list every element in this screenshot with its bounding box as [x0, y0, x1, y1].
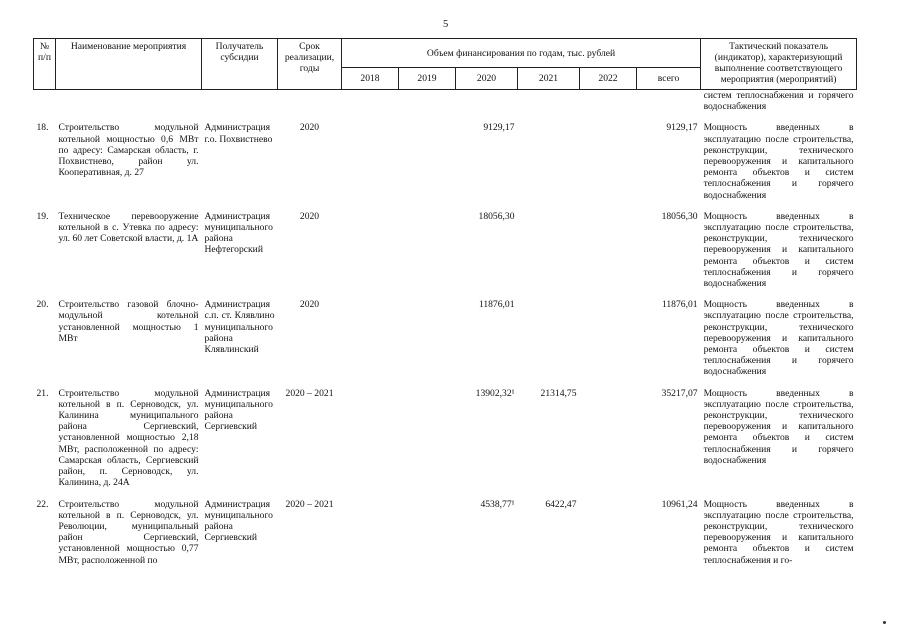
row-indicator: Мощность введенных в эксплуатацию после строительства, реконструкции, технического перевооружения и капитального ремонта объектов и систем теплоснабжения и горячего водоснабжения — [703, 122, 854, 201]
row-period: 2020 — [299, 299, 320, 311]
row-2019 — [399, 388, 456, 489]
header-year-2020: 2020 — [456, 68, 518, 90]
table-row — [34, 211, 857, 289]
row-period: 2020 – 2021 — [285, 387, 334, 399]
continuation-row — [34, 90, 857, 113]
row-indicator: Мощность введенных в эксплуатацию после строительства, реконструкции, технического перевооружения и капитального ремонта объектов и систем теплоснабжения и горячего водоснабжения — [703, 299, 854, 378]
header-recipient: Получатель субсидии — [202, 39, 278, 90]
row-recipient: Администрация муниципального района Сергиевский — [204, 498, 273, 544]
row-period: 2020 – 2021 — [285, 498, 334, 510]
row-period: 2020 — [299, 210, 320, 222]
row-2019 — [399, 299, 456, 377]
row-2020: 9129,17 — [483, 122, 515, 134]
row-period: 2020 — [299, 122, 320, 134]
row-2021: 21314,75 — [540, 387, 577, 399]
row-name: Строительство газовой блочно-модульной котельной установленной мощностью 1 МВт — [58, 299, 199, 344]
row-name: Техническое перевооружение котельной в с. Утевка по адресу: ул. 60 лет Советской власти, д. 1А — [58, 210, 199, 245]
row-2022 — [580, 388, 637, 489]
row-name: Строительство модульной котельной в п. Серноводск, ул. Калинина муниципального района Сергиевский, установленной мощностью 2,18 МВт, расположенной по адресу: Самарская область, Сергиевский район, п. Серноводск, ул. Калинина, д. 24А — [58, 387, 199, 489]
table-row — [34, 299, 857, 377]
row-2021 — [518, 211, 580, 289]
continuation-text: систем теплоснабжения и горячего водоснабжения — [703, 90, 854, 113]
table-row — [34, 499, 857, 566]
page-number: 5 — [443, 19, 449, 30]
row-name: Строительство модульной котельной мощностью 0,6 МВт по адресу: Самарская область, г. Похвистнево, район ул. Кооперативная, д. 27 — [58, 122, 199, 179]
row-indicator: Мощность введенных в эксплуатацию после строительства, реконструкции, технического перевооружения и капитального ремонта объектов и систем теплоснабжения и го- — [703, 498, 854, 566]
row-2020: 4538,77¹ — [480, 498, 515, 510]
header-year-2021: 2021 — [518, 68, 580, 90]
scan-speck — [883, 621, 886, 624]
row-2019 — [399, 122, 456, 200]
row-num: 20. — [36, 299, 49, 311]
row-recipient: Администрация муниципального района Сергиевский — [204, 387, 273, 433]
row-indicator: Мощность введенных в эксплуатацию после строительства, реконструкции, технического перевооружения и капитального ремонта объектов и систем теплоснабжения и горячего водоснабжения — [703, 210, 854, 290]
header-year-2022: 2022 — [580, 68, 637, 90]
row-2022 — [580, 211, 637, 289]
row-2018 — [342, 122, 399, 200]
row-num: 22. — [36, 498, 49, 510]
row-num: 18. — [36, 122, 49, 134]
row-total: 35217,07 — [661, 387, 698, 399]
row-2018 — [342, 499, 399, 566]
row-name: Строительство модульной котельной в п. Серноводск, ул. Революции, муниципальный район Сергиевский, установленной мощностью 0,77 МВт, расположенной по — [58, 498, 199, 566]
program-table — [33, 38, 857, 566]
row-2020: 11876,01 — [478, 299, 515, 311]
row-recipient: Администрация с.п. ст. Клявлино муниципального района Клявлинский — [204, 299, 275, 356]
header-total: всего — [637, 68, 701, 90]
row-2022 — [580, 122, 637, 200]
row-total: 18056,30 — [661, 210, 698, 222]
row-2020: 18056,30 — [478, 210, 515, 222]
header-indicator: Тактический показатель (индикатор), характеризующий выполнение соответствующего мероприятия (мероприятий) — [701, 39, 857, 90]
header-funding: Объем финансирования по годам, тыс. рублей — [342, 39, 701, 68]
table-row — [34, 122, 857, 200]
row-2021 — [518, 299, 580, 377]
header-year-2018: 2018 — [342, 68, 399, 90]
row-total: 10961,24 — [661, 498, 698, 510]
row-2022 — [580, 299, 637, 377]
row-2022 — [580, 499, 637, 566]
header-period: Срок реализации, годы — [278, 39, 342, 90]
header-year-2019: 2019 — [399, 68, 456, 90]
row-2019 — [399, 499, 456, 566]
row-2018 — [342, 211, 399, 289]
row-recipient: Администрация г.о. Похвистнево — [204, 122, 273, 145]
row-total: 9129,17 — [666, 122, 698, 134]
row-2018 — [342, 388, 399, 489]
row-2021: 6422,47 — [545, 498, 577, 510]
row-2020: 13902,32¹ — [475, 387, 515, 399]
row-total: 11876,01 — [661, 299, 698, 311]
header-num: № п/п — [34, 39, 56, 90]
row-num: 19. — [36, 210, 49, 222]
row-recipient: Администрация муниципального района Нефтегорский — [204, 210, 273, 256]
row-2021 — [518, 122, 580, 200]
row-2019 — [399, 211, 456, 289]
row-num: 21. — [36, 387, 49, 399]
header-name: Наименование мероприятия — [56, 39, 202, 90]
row-indicator: Мощность введенных в эксплуатацию после строительства, реконструкции, технического перевооружения и капитального ремонта объектов и систем теплоснабжения и горячего водоснабжения — [703, 387, 854, 466]
table-row — [34, 388, 857, 489]
row-2018 — [342, 299, 399, 377]
